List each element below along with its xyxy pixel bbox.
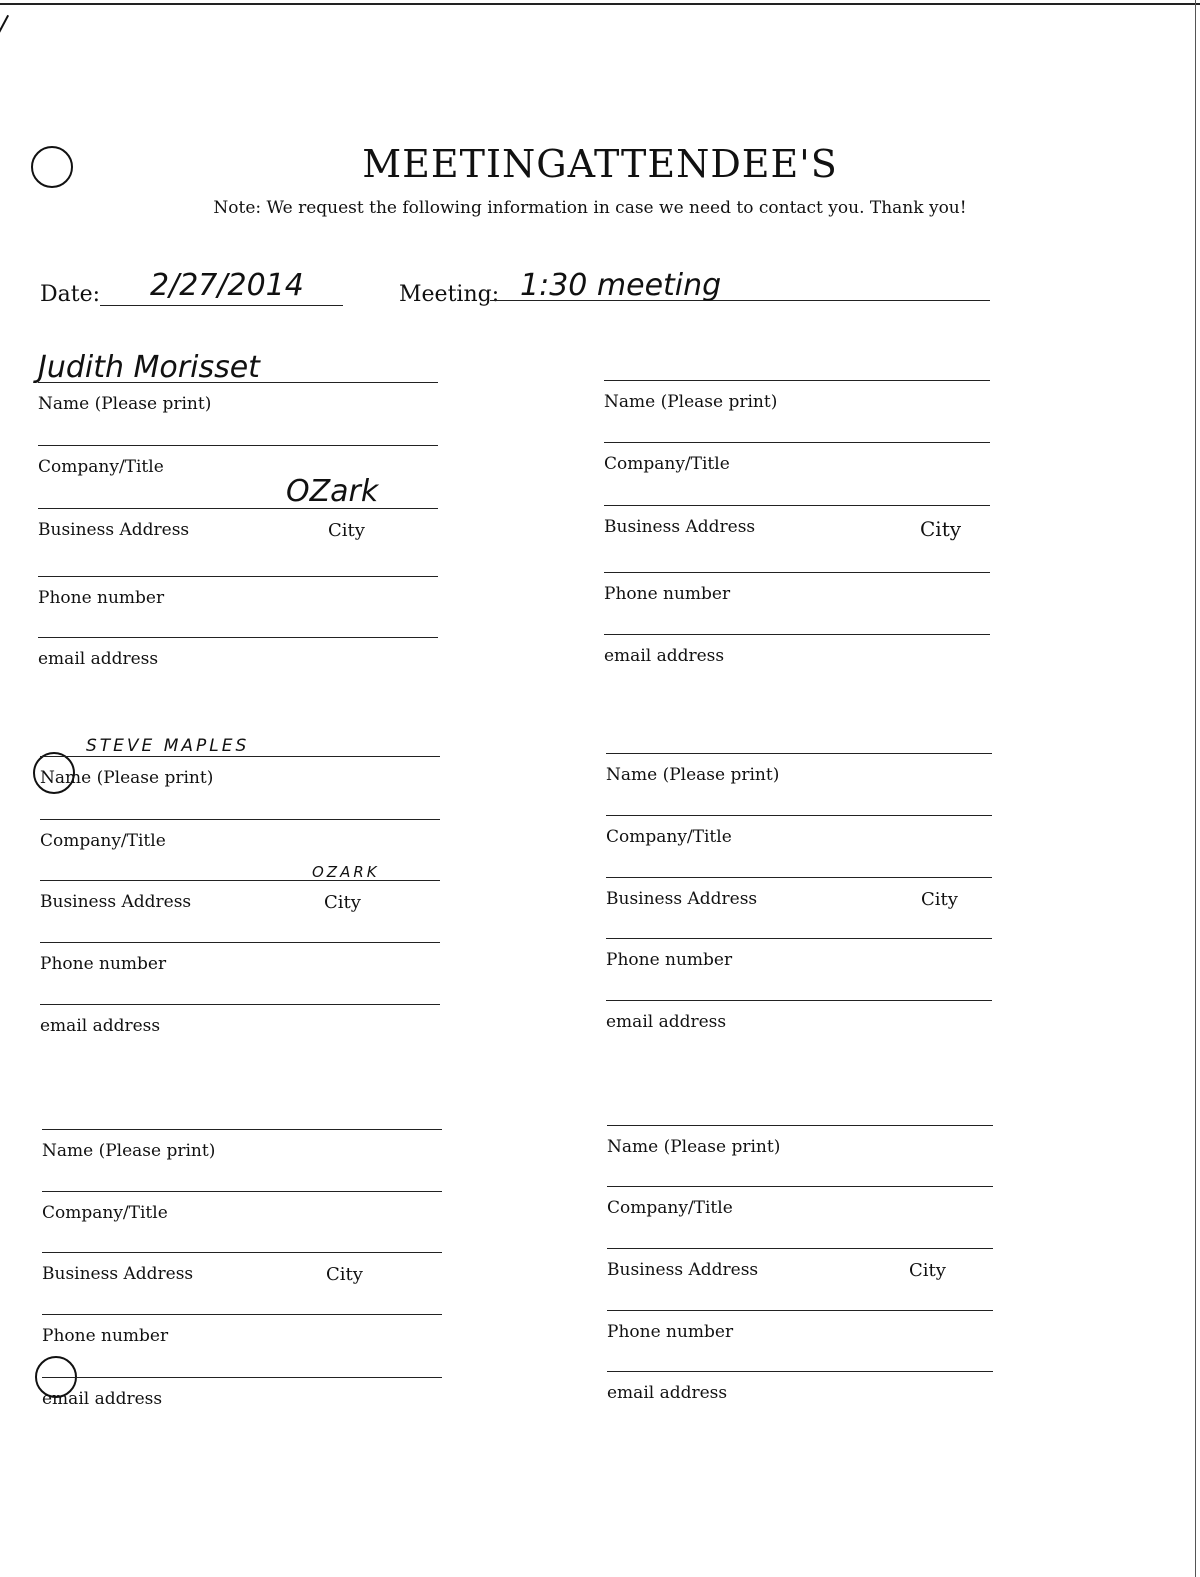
name-label: Name (Please print)	[38, 394, 212, 414]
city-label: City	[326, 1264, 363, 1285]
email-label: email address	[38, 649, 159, 669]
company-field-line[interactable]	[607, 1186, 993, 1187]
page-top-edge	[0, 3, 1200, 5]
phone-row	[40, 942, 440, 1002]
address-row	[607, 1248, 993, 1308]
email-field-line[interactable]	[42, 1377, 442, 1378]
phone-row	[606, 938, 992, 998]
phone-label: Phone number	[38, 588, 165, 608]
city-label: City	[324, 892, 361, 913]
address-row	[42, 1252, 442, 1312]
company-row	[42, 1191, 442, 1251]
name-field-line[interactable]	[604, 380, 990, 381]
phone-field-line[interactable]	[607, 1310, 993, 1311]
name-field-line[interactable]	[607, 1125, 993, 1126]
email-row	[604, 634, 990, 694]
page-title: MEETINGATTENDEE'S	[362, 142, 838, 186]
address-label: Business Address	[606, 889, 758, 909]
name-field-line[interactable]	[606, 753, 992, 754]
attendee-block-4	[606, 753, 992, 1083]
company-label: Company/Title	[604, 454, 730, 474]
name-row	[607, 1125, 993, 1185]
name-value: Judith Morisset	[38, 350, 260, 385]
address-field-line[interactable]	[607, 1248, 993, 1249]
address-label: Business Address	[40, 892, 192, 912]
city-label: City	[920, 517, 962, 541]
email-row	[607, 1371, 993, 1431]
address-field-line[interactable]	[606, 877, 992, 878]
email-row	[606, 1000, 992, 1060]
name-label: Name (Please print)	[42, 1141, 216, 1161]
email-row	[38, 637, 438, 697]
company-label: Company/Title	[38, 457, 164, 477]
address-field-line[interactable]	[40, 880, 440, 881]
company-row	[606, 815, 992, 875]
phone-row	[42, 1314, 442, 1374]
phone-field-line[interactable]	[606, 938, 992, 939]
attendee-block-1	[38, 350, 438, 712]
address-row	[38, 474, 438, 568]
email-field-line[interactable]	[606, 1000, 992, 1001]
address-label: Business Address	[38, 520, 190, 540]
email-label: email address	[607, 1383, 728, 1403]
attendee-block-6	[607, 1125, 993, 1455]
name-row	[42, 1129, 442, 1189]
address-label: Business Address	[42, 1264, 194, 1284]
email-field-line[interactable]	[38, 637, 438, 638]
company-label: Company/Title	[42, 1203, 168, 1223]
phone-label: Phone number	[42, 1326, 169, 1346]
phone-row	[607, 1310, 993, 1370]
company-label: Company/Title	[606, 827, 732, 847]
address-row	[604, 505, 990, 565]
email-label: email address	[40, 1016, 161, 1036]
email-label: email address	[42, 1389, 163, 1409]
phone-label: Phone number	[40, 954, 167, 974]
company-row	[40, 819, 440, 879]
company-field-line[interactable]	[42, 1191, 442, 1192]
city-value: OZark	[286, 474, 379, 509]
name-field-line[interactable]	[40, 756, 440, 757]
name-label: Name (Please print)	[604, 392, 778, 412]
phone-field-line[interactable]	[42, 1314, 442, 1315]
address-field-line[interactable]	[604, 505, 990, 506]
meeting-label: Meeting:	[399, 282, 500, 307]
date-field-line	[100, 305, 343, 306]
name-row	[606, 753, 992, 813]
city-label: City	[909, 1260, 946, 1281]
date-label: Date:	[40, 282, 101, 307]
page-right-edge	[1195, 0, 1196, 1577]
address-row	[606, 877, 992, 937]
email-label: email address	[604, 646, 725, 666]
date-value[interactable]: 2/27/2014	[150, 268, 304, 303]
city-label: City	[328, 520, 365, 541]
email-field-line[interactable]	[604, 634, 990, 635]
email-row	[40, 1004, 440, 1064]
company-label: Company/Title	[40, 831, 166, 851]
address-label: Business Address	[604, 517, 756, 537]
phone-field-line[interactable]	[40, 942, 440, 943]
name-row	[604, 380, 990, 440]
phone-label: Phone number	[606, 950, 733, 970]
email-field-line[interactable]	[40, 1004, 440, 1005]
email-field-line[interactable]	[607, 1371, 993, 1372]
contact-note: Note: We request the following information in case we need to contact you. Thank you!	[213, 198, 967, 218]
city-label: City	[921, 889, 958, 910]
name-label: Name (Please print)	[606, 765, 780, 785]
company-field-line[interactable]	[606, 815, 992, 816]
phone-row	[38, 576, 438, 636]
address-row	[40, 863, 440, 940]
name-row	[38, 350, 438, 442]
company-row	[607, 1186, 993, 1246]
address-label: Business Address	[607, 1260, 759, 1280]
phone-label: Phone number	[607, 1322, 734, 1342]
company-field-line[interactable]	[38, 445, 438, 446]
name-label: Name (Please print)	[40, 768, 214, 788]
phone-field-line[interactable]	[38, 576, 438, 577]
corner-mark	[0, 15, 9, 35]
name-value: STEVE MAPLES	[86, 736, 250, 756]
company-field-line[interactable]	[604, 442, 990, 443]
attendee-block-5	[42, 1129, 442, 1459]
name-field-line[interactable]	[42, 1129, 442, 1130]
name-label: Name (Please print)	[607, 1137, 781, 1157]
company-label: Company/Title	[607, 1198, 733, 1218]
company-field-line[interactable]	[40, 819, 440, 820]
city-value: OZARK	[312, 863, 380, 881]
meeting-value[interactable]: 1:30 meeting	[520, 268, 722, 303]
phone-row	[604, 572, 990, 632]
phone-field-line[interactable]	[604, 572, 990, 573]
attendee-block-2	[604, 380, 990, 710]
email-row	[42, 1377, 442, 1437]
attendee-block-3	[40, 736, 440, 1086]
phone-label: Phone number	[604, 584, 731, 604]
email-label: email address	[606, 1012, 727, 1032]
name-row	[40, 736, 440, 816]
address-field-line[interactable]	[42, 1252, 442, 1253]
company-row	[604, 442, 990, 502]
